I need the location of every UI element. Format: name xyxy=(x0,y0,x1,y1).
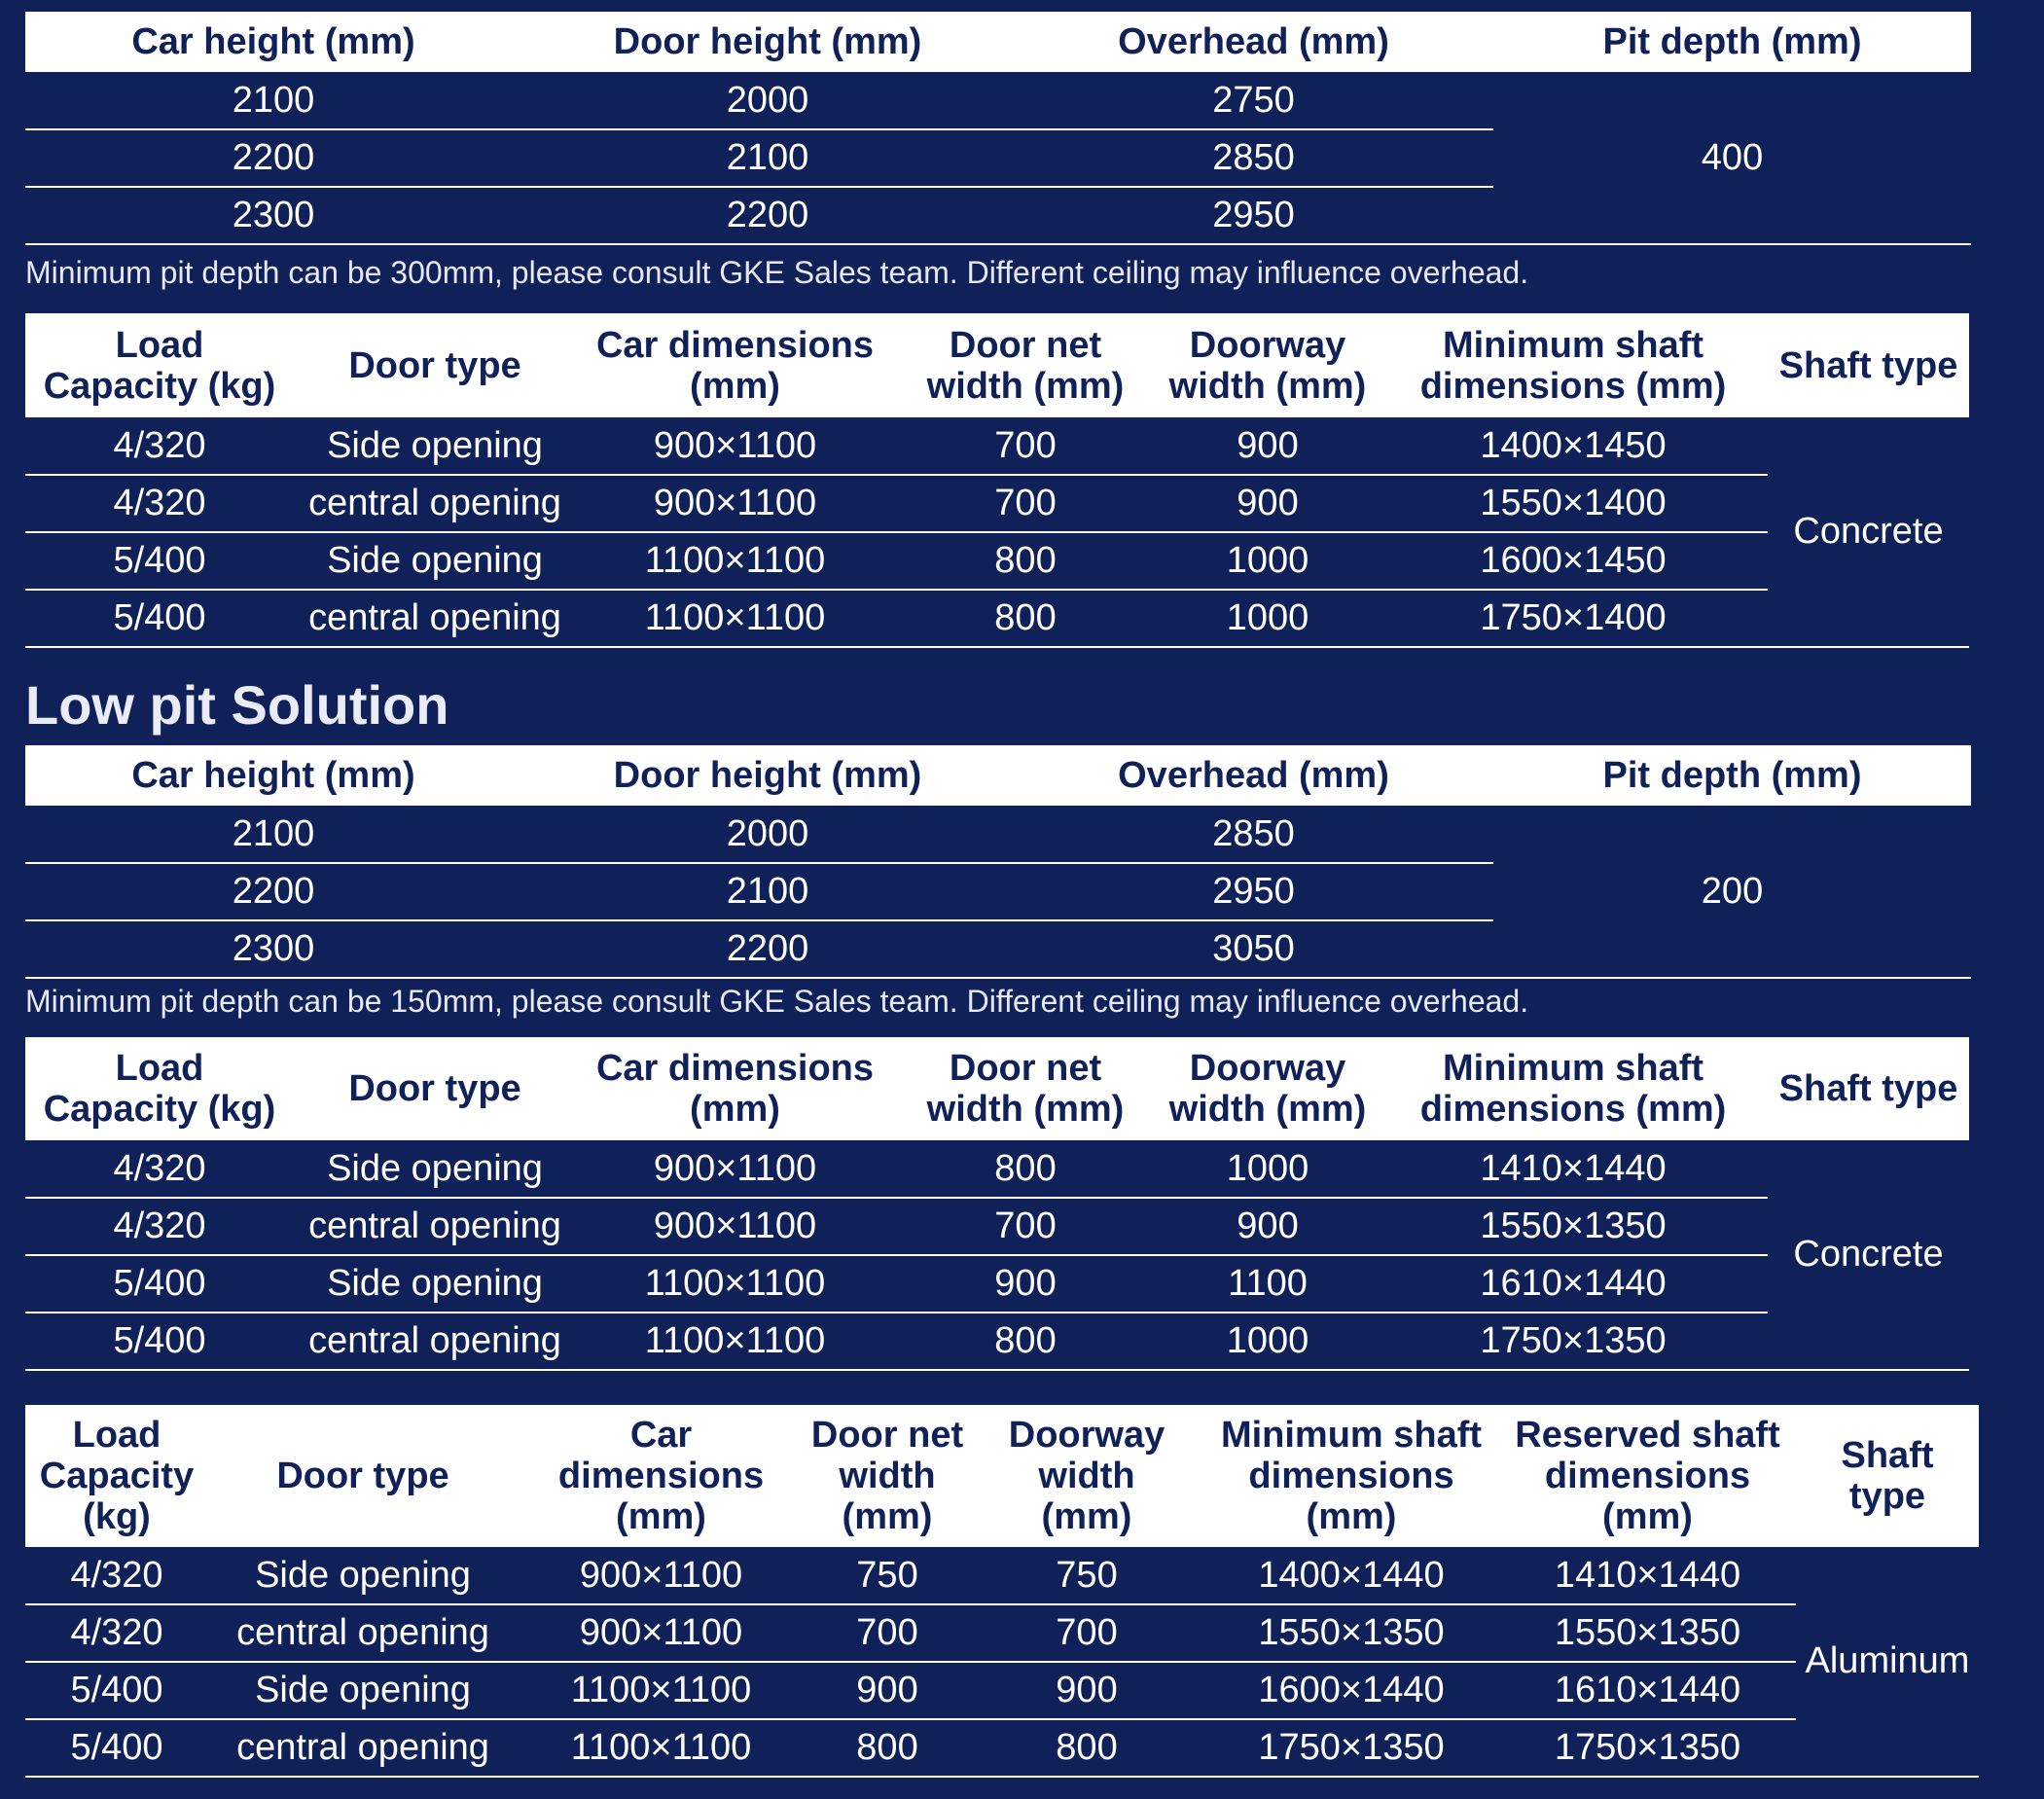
header-min-shaft-dimensions: Minimum shaft dimensions (mm) xyxy=(1379,1037,1768,1140)
cell-load-capacity: 5/400 xyxy=(25,532,294,590)
cell-car-dimensions: 1100×1100 xyxy=(576,1255,894,1313)
cell-car-dimensions: 1100×1100 xyxy=(518,1719,805,1777)
header-car-dimensions: Car dimensions (mm) xyxy=(576,1037,894,1140)
header-door-net-width: Door net width (mm) xyxy=(894,1037,1157,1140)
cell-shaft-type: Concrete xyxy=(1768,417,1969,647)
table-row xyxy=(25,806,1971,863)
standard-capacity-table xyxy=(25,313,1969,648)
header-car-height: Car height (mm) xyxy=(25,745,521,806)
table-row xyxy=(25,417,1969,475)
cell-door-type: central opening xyxy=(208,1604,518,1662)
cell-min-shaft-dimensions: 1600×1440 xyxy=(1203,1662,1499,1719)
cell-car-height: 2200 xyxy=(25,129,521,187)
cell-overhead: 2950 xyxy=(1014,863,1493,920)
cell-doorway-width: 900 xyxy=(970,1662,1203,1719)
header-pit-depth: Pit depth (mm) xyxy=(1493,12,1971,72)
cell-door-height: 2100 xyxy=(521,863,1014,920)
cell-min-shaft-dimensions: 1550×1400 xyxy=(1379,475,1768,532)
cell-min-shaft-dimensions: 1600×1450 xyxy=(1379,532,1768,590)
cell-door-height: 2200 xyxy=(521,920,1014,978)
table-header-row xyxy=(25,1037,1969,1140)
low-pit-note: Minimum pit depth can be 150mm, please consult GKE Sales team. Different ceiling may influence overhead. xyxy=(25,984,1529,1019)
cell-load-capacity: 4/320 xyxy=(25,1198,294,1255)
cell-load-capacity: 5/400 xyxy=(25,1662,208,1719)
header-overhead: Overhead (mm) xyxy=(1014,12,1493,72)
cell-door-net-width: 900 xyxy=(805,1662,970,1719)
table-header-row xyxy=(25,1405,1979,1547)
cell-car-dimensions: 1100×1100 xyxy=(518,1662,805,1719)
cell-pit-depth: 200 xyxy=(1493,806,1971,978)
cell-min-shaft-dimensions: 1400×1450 xyxy=(1379,417,1768,475)
cell-door-height: 2000 xyxy=(521,72,1014,129)
cell-door-net-width: 800 xyxy=(894,532,1157,590)
header-doorway-width: Doorway width (mm) xyxy=(1157,1037,1379,1140)
low-pit-heading: Low pit Solution xyxy=(25,674,449,736)
cell-min-shaft-dimensions: 1550×1350 xyxy=(1379,1198,1768,1255)
cell-overhead: 2850 xyxy=(1014,129,1493,187)
cell-reserved-shaft-dimensions: 1610×1440 xyxy=(1499,1662,1796,1719)
header-min-shaft-dimensions: Minimum shaft dimensions (mm) xyxy=(1203,1405,1499,1547)
cell-door-net-width: 800 xyxy=(894,1140,1157,1198)
cell-car-dimensions: 900×1100 xyxy=(518,1604,805,1662)
low-pit-capacity-table xyxy=(25,1037,1969,1371)
cell-car-dimensions: 1100×1100 xyxy=(576,1313,894,1370)
cell-doorway-width: 900 xyxy=(1157,1198,1379,1255)
cell-load-capacity: 4/320 xyxy=(25,417,294,475)
header-doorway-width: Doorway width (mm) xyxy=(970,1405,1203,1547)
table-row xyxy=(25,532,1969,590)
cell-doorway-width: 800 xyxy=(970,1719,1203,1777)
cell-min-shaft-dimensions: 1750×1400 xyxy=(1379,590,1768,647)
cell-load-capacity: 5/400 xyxy=(25,1719,208,1777)
cell-doorway-width: 700 xyxy=(970,1604,1203,1662)
cell-door-net-width: 750 xyxy=(805,1547,970,1604)
cell-doorway-width: 1000 xyxy=(1157,532,1379,590)
cell-door-net-width: 800 xyxy=(894,1313,1157,1370)
cell-door-net-width: 700 xyxy=(805,1604,970,1662)
cell-door-net-width: 800 xyxy=(894,590,1157,647)
cell-load-capacity: 4/320 xyxy=(25,1140,294,1198)
cell-min-shaft-dimensions: 1550×1350 xyxy=(1203,1604,1499,1662)
cell-door-type: Side opening xyxy=(208,1662,518,1719)
table-header-row xyxy=(25,745,1971,806)
cell-door-type: Side opening xyxy=(294,1255,576,1313)
cell-load-capacity: 5/400 xyxy=(25,590,294,647)
aluminum-capacity-table xyxy=(25,1405,1979,1778)
standard-pit-note: Minimum pit depth can be 300mm, please consult GKE Sales team. Different ceiling may influence overhead. xyxy=(25,255,1529,290)
cell-car-dimensions: 900×1100 xyxy=(518,1547,805,1604)
header-car-dimensions: Car dimensions (mm) xyxy=(518,1405,805,1547)
cell-door-net-width: 800 xyxy=(805,1719,970,1777)
table-row xyxy=(25,1719,1979,1777)
cell-reserved-shaft-dimensions: 1410×1440 xyxy=(1499,1547,1796,1604)
cell-min-shaft-dimensions: 1610×1440 xyxy=(1379,1255,1768,1313)
table-row xyxy=(25,1662,1979,1719)
cell-car-height: 2200 xyxy=(25,863,521,920)
header-reserved-shaft-dimensions: Reserved shaft dimensions (mm) xyxy=(1499,1405,1796,1547)
header-shaft-type: Shaft type xyxy=(1796,1405,1979,1547)
cell-overhead: 3050 xyxy=(1014,920,1493,978)
header-overhead: Overhead (mm) xyxy=(1014,745,1493,806)
cell-reserved-shaft-dimensions: 1750×1350 xyxy=(1499,1719,1796,1777)
cell-car-height: 2100 xyxy=(25,72,521,129)
header-pit-depth: Pit depth (mm) xyxy=(1493,745,1971,806)
cell-overhead: 2850 xyxy=(1014,806,1493,863)
table-row xyxy=(25,72,1971,129)
cell-reserved-shaft-dimensions: 1550×1350 xyxy=(1499,1604,1796,1662)
cell-door-type: central opening xyxy=(294,1313,576,1370)
cell-min-shaft-dimensions: 1410×1440 xyxy=(1379,1140,1768,1198)
cell-car-height: 2100 xyxy=(25,806,521,863)
table-header-row xyxy=(25,313,1969,417)
cell-overhead: 2950 xyxy=(1014,187,1493,244)
table-header-row xyxy=(25,12,1971,72)
cell-car-height: 2300 xyxy=(25,187,521,244)
cell-car-dimensions: 900×1100 xyxy=(576,475,894,532)
cell-car-dimensions: 1100×1100 xyxy=(576,532,894,590)
standard-height-table xyxy=(25,12,1971,245)
header-shaft-type: Shaft type xyxy=(1768,1037,1969,1140)
cell-pit-depth: 400 xyxy=(1493,72,1971,244)
header-load-capacity: Load Capacity (kg) xyxy=(25,1037,294,1140)
cell-doorway-width: 1100 xyxy=(1157,1255,1379,1313)
cell-car-dimensions: 900×1100 xyxy=(576,1198,894,1255)
table-row xyxy=(25,590,1969,647)
cell-door-height: 2000 xyxy=(521,806,1014,863)
header-door-type: Door type xyxy=(294,313,576,417)
header-door-net-width: Door net width (mm) xyxy=(805,1405,970,1547)
cell-doorway-width: 900 xyxy=(1157,475,1379,532)
table-row xyxy=(25,1547,1979,1604)
cell-min-shaft-dimensions: 1400×1440 xyxy=(1203,1547,1499,1604)
header-car-dimensions: Car dimensions (mm) xyxy=(576,313,894,417)
cell-car-dimensions: 1100×1100 xyxy=(576,590,894,647)
cell-doorway-width: 750 xyxy=(970,1547,1203,1604)
cell-doorway-width: 1000 xyxy=(1157,590,1379,647)
cell-door-type: Side opening xyxy=(208,1547,518,1604)
cell-door-type: Side opening xyxy=(294,1140,576,1198)
table-row xyxy=(25,1140,1969,1198)
cell-door-type: Side opening xyxy=(294,532,576,590)
cell-shaft-type: Concrete xyxy=(1768,1140,1969,1370)
table-row xyxy=(25,1313,1969,1370)
header-door-type: Door type xyxy=(208,1405,518,1547)
header-load-capacity: Load Capacity (kg) xyxy=(25,313,294,417)
header-car-height: Car height (mm) xyxy=(25,12,521,72)
header-shaft-type: Shaft type xyxy=(1768,313,1969,417)
cell-overhead: 2750 xyxy=(1014,72,1493,129)
header-door-height: Door height (mm) xyxy=(521,12,1014,72)
cell-shaft-type: Aluminum xyxy=(1796,1547,1979,1777)
cell-load-capacity: 4/320 xyxy=(25,1547,208,1604)
cell-load-capacity: 5/400 xyxy=(25,1313,294,1370)
cell-car-height: 2300 xyxy=(25,920,521,978)
header-door-type: Door type xyxy=(294,1037,576,1140)
header-doorway-width: Doorway width (mm) xyxy=(1157,313,1379,417)
cell-car-dimensions: 900×1100 xyxy=(576,417,894,475)
table-row xyxy=(25,1255,1969,1313)
cell-door-type: central opening xyxy=(294,475,576,532)
table-row xyxy=(25,1604,1979,1662)
table-row xyxy=(25,475,1969,532)
cell-door-type: central opening xyxy=(294,590,576,647)
low-pit-height-table xyxy=(25,745,1971,979)
cell-door-type: central opening xyxy=(294,1198,576,1255)
header-door-height: Door height (mm) xyxy=(521,745,1014,806)
cell-door-net-width: 700 xyxy=(894,417,1157,475)
header-door-net-width: Door net width (mm) xyxy=(894,313,1157,417)
cell-min-shaft-dimensions: 1750×1350 xyxy=(1379,1313,1768,1370)
cell-doorway-width: 1000 xyxy=(1157,1313,1379,1370)
cell-door-type: central opening xyxy=(208,1719,518,1777)
cell-load-capacity: 4/320 xyxy=(25,475,294,532)
cell-door-net-width: 900 xyxy=(894,1255,1157,1313)
cell-door-height: 2200 xyxy=(521,187,1014,244)
cell-door-type: Side opening xyxy=(294,417,576,475)
cell-door-net-width: 700 xyxy=(894,475,1157,532)
table-row xyxy=(25,1198,1969,1255)
header-min-shaft-dimensions: Minimum shaft dimensions (mm) xyxy=(1379,313,1768,417)
cell-doorway-width: 1000 xyxy=(1157,1140,1379,1198)
header-load-capacity: Load Capacity (kg) xyxy=(25,1405,208,1547)
cell-load-capacity: 4/320 xyxy=(25,1604,208,1662)
cell-load-capacity: 5/400 xyxy=(25,1255,294,1313)
cell-door-net-width: 700 xyxy=(894,1198,1157,1255)
cell-door-height: 2100 xyxy=(521,129,1014,187)
cell-car-dimensions: 900×1100 xyxy=(576,1140,894,1198)
cell-doorway-width: 900 xyxy=(1157,417,1379,475)
cell-min-shaft-dimensions: 1750×1350 xyxy=(1203,1719,1499,1777)
